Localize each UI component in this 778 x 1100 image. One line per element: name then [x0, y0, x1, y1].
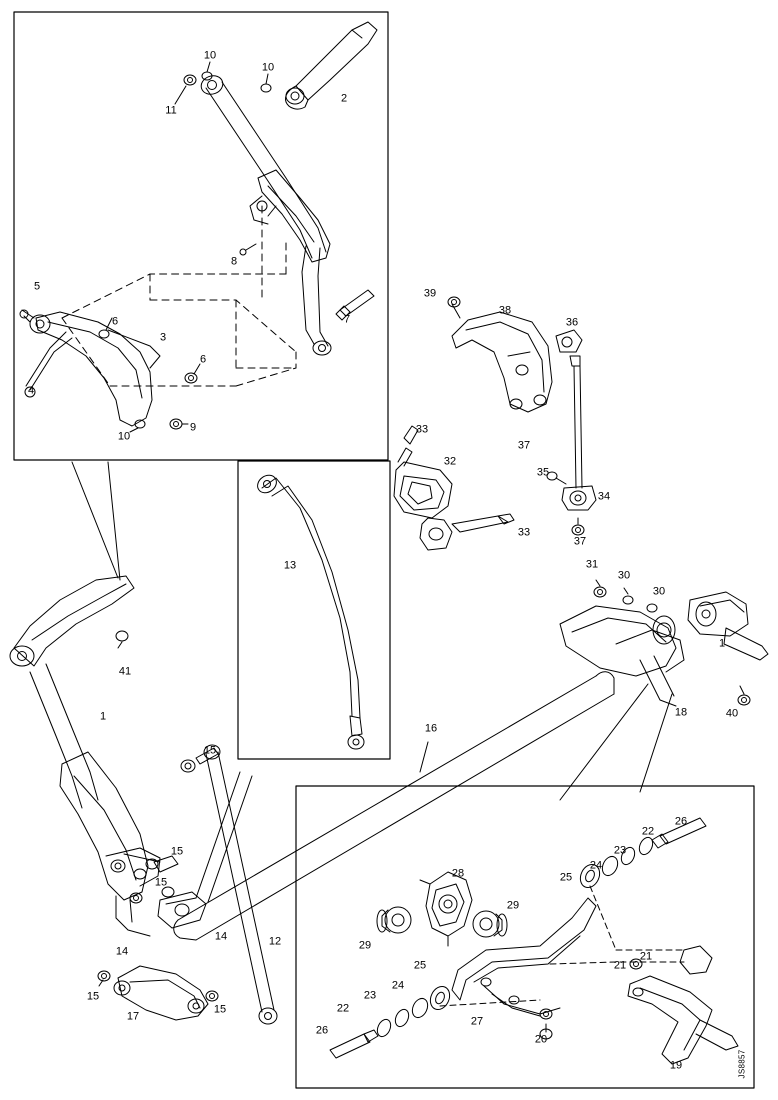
- callout-41: 41: [118, 665, 132, 678]
- callout-34: 34: [597, 490, 611, 503]
- callout-21-a: 21: [613, 959, 627, 972]
- callout-39: 39: [423, 287, 437, 300]
- callout-28: 28: [451, 867, 465, 880]
- callout-8: 8: [230, 255, 238, 268]
- callout-26-a: 26: [674, 815, 688, 828]
- callout-19: 19: [669, 1059, 683, 1072]
- callout-5: 5: [33, 280, 41, 293]
- callout-15-a: 15: [203, 744, 217, 757]
- callout-27: 27: [470, 1015, 484, 1028]
- callout-10-a: 10: [203, 49, 217, 62]
- callout-25-a: 25: [559, 871, 573, 884]
- callout-29-b: 29: [358, 939, 372, 952]
- callout-6-b: 6: [199, 353, 207, 366]
- callout-16: 16: [424, 722, 438, 735]
- callout-15-e: 15: [213, 1003, 227, 1016]
- callout-7: 7: [343, 313, 351, 326]
- callout-23-a: 23: [613, 844, 627, 857]
- callout-31: 31: [585, 558, 599, 571]
- callout-22-b: 22: [336, 1002, 350, 1015]
- callout-15-b: 15: [170, 845, 184, 858]
- callout-24-b: 24: [391, 979, 405, 992]
- callout-37-b: 37: [573, 535, 587, 548]
- callout-10-c: 10: [117, 430, 131, 443]
- callout-38: 38: [498, 304, 512, 317]
- callout-14-b: 14: [214, 930, 228, 943]
- callout-12: 12: [268, 935, 282, 948]
- callout-11: 11: [165, 104, 177, 117]
- callout-37-a: 37: [517, 439, 531, 452]
- callout-24-a: 24: [589, 859, 603, 872]
- callout-13: 13: [283, 559, 297, 572]
- callout-10-b: 10: [261, 61, 275, 74]
- callout-17: 17: [126, 1010, 140, 1023]
- callout-30-a: 30: [617, 569, 631, 582]
- callout-18: 18: [674, 706, 688, 719]
- callout-6-a: 6: [111, 315, 119, 328]
- callout-36: 36: [565, 316, 579, 329]
- callout-1-right: 1: [718, 637, 726, 650]
- callout-32: 32: [443, 455, 457, 468]
- callout-1-left: 1: [99, 710, 107, 723]
- callout-9: 9: [189, 421, 197, 434]
- callout-22-a: 22: [641, 825, 655, 838]
- callout-23-b: 23: [363, 989, 377, 1002]
- callout-25-b: 25: [413, 959, 427, 972]
- callout-2: 2: [340, 92, 348, 105]
- callout-40: 40: [725, 707, 739, 720]
- callout-15-c: 15: [154, 876, 168, 889]
- callout-33-b: 33: [517, 526, 531, 539]
- callout-15-d: 15: [86, 990, 100, 1003]
- callout-33-a: 33: [415, 423, 429, 436]
- callout-21-b: 21: [639, 950, 653, 963]
- callout-35: 35: [536, 466, 550, 479]
- callout-3: 3: [159, 331, 167, 344]
- callout-20: 20: [534, 1033, 548, 1046]
- callout-26-b: 26: [315, 1024, 329, 1037]
- figure-part-code: JS8857: [737, 1049, 747, 1079]
- callout-4: 4: [27, 384, 35, 397]
- callout-14-a: 14: [115, 945, 129, 958]
- callout-29-a: 29: [506, 899, 520, 912]
- callout-30-b: 30: [652, 585, 666, 598]
